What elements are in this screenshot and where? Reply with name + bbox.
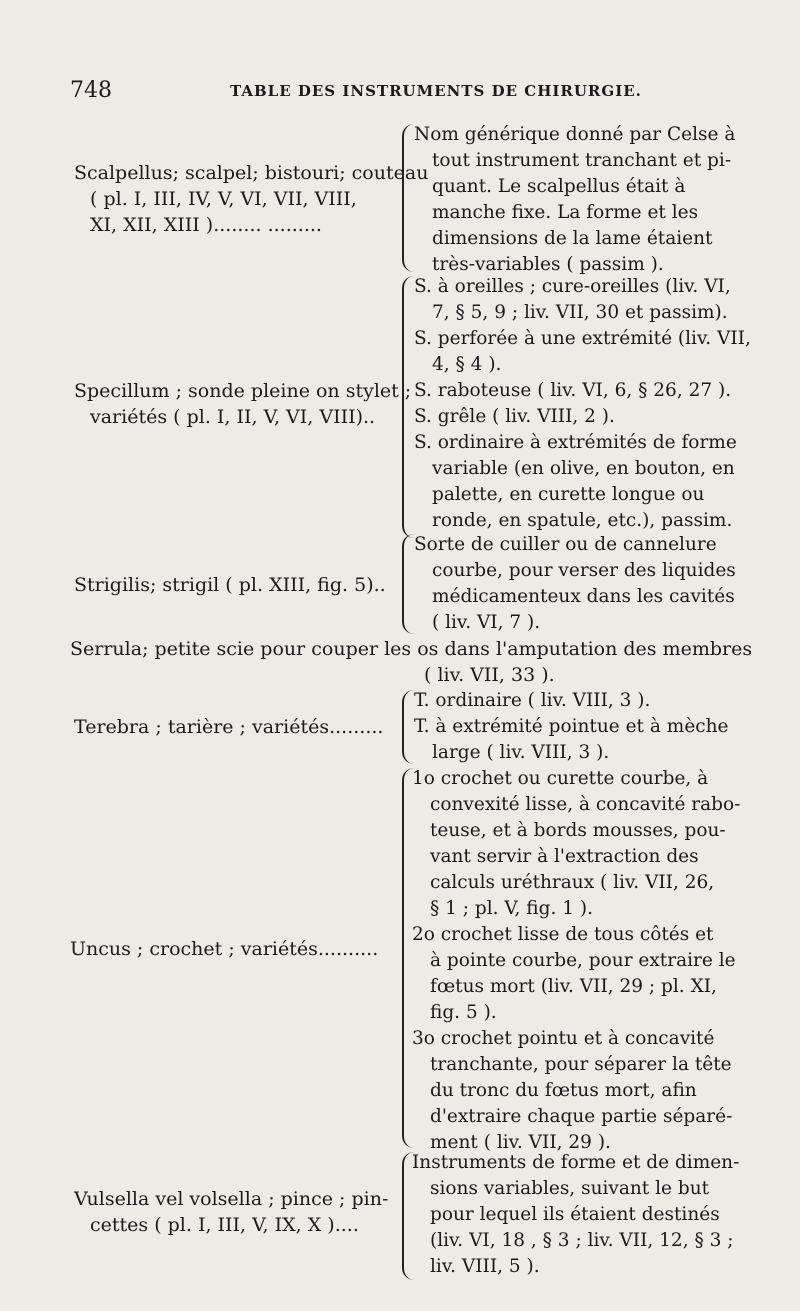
brace xyxy=(402,276,414,538)
brace xyxy=(402,534,414,634)
entry-term: Scalpellus; scalpel; bistouri; couteau ( pl. I, III, IV, V, VI, VII, VIII, XI, XII, XIII )........ ......... xyxy=(74,162,429,236)
entry-term: Serrula; petite scie pour couper les os dans l'amputation des membres ( liv. VII, 33 ). xyxy=(70,638,753,686)
entry-description: S. à oreilles ; cure-oreilles (liv. VI, 7, § 5, 9 ; liv. VII, 30 et passim). S. perforée à une extrémité (liv. VII, 4, § 4 ). S. raboteuse ( liv. VI, 6, § 26, 27 ). S. grêle ( liv. VIII, 2 ). S. ordinaire à extrémités de forme variable (en olive, en bouton, en palette, en curette longue ou ronde, en spatule, etc.), passim. xyxy=(414,276,751,531)
brace xyxy=(402,124,414,272)
entry-description: 1o crochet ou curette courbe, à convexité lisse, à concavité rabo- teuse, et à bords mousses, pou- vant servir à l'extraction des calculs uréthraux ( liv. VII, 26, § 1 ; pl. V, fig. 1 ). 2o crochet lisse de tous côtés et à pointe courbe, pour extraire le fœtus mort (liv. VII, 29 ; pl. XI, fig. 5 ). 3o crochet pointu et à concavité tranchante, pour séparer la tête du tronc du fœtus mort, afin d'extraire chaque partie séparé- ment ( liv. VII, 29 ). xyxy=(412,768,741,1153)
entry-term: Terebra ; tarière ; variétés......... xyxy=(74,716,384,738)
brace xyxy=(402,690,414,764)
entry-term: Specillum ; sonde pleine on stylet ; variétés ( pl. I, II, V, VI, VIII).. xyxy=(74,380,412,428)
entry-term: Uncus ; crochet ; variétés.......... xyxy=(70,938,379,960)
entry-description: T. ordinaire ( liv. VIII, 3 ). T. à extrémité pointue et à mèche large ( liv. VIII, 3 ). xyxy=(414,690,729,763)
running-title: TABLE DES INSTRUMENTS DE CHIRURGIE. xyxy=(230,82,642,100)
entry-term: Strigilis; strigil ( pl. XIII, fig. 5).. xyxy=(74,574,386,596)
entry-description: Sorte de cuiller ou de cannelure courbe, pour verser des liquides médicamenteux dans les cavités ( liv. VI, 7 ). xyxy=(414,534,736,633)
entry-term: Vulsella vel volsella ; pince ; pin- cettes ( pl. I, III, V, IX, X ).... xyxy=(74,1188,389,1236)
entry-description: Nom générique donné par Celse à tout instrument tranchant et pi- quant. Le scalpellus était à manche fixe. La forme et les dimensions de la lame étaient très-variables ( passim ). xyxy=(414,124,736,275)
page-number: 748 xyxy=(70,78,112,103)
running-header xyxy=(70,78,760,108)
entry-description: Instruments de forme et de dimen- sions variables, suivant le but pour lequel ils étaient destinés (liv. VI, 18 , § 3 ; liv. VII, 12, § 3 ; liv. VIII, 5 ). xyxy=(412,1152,740,1277)
